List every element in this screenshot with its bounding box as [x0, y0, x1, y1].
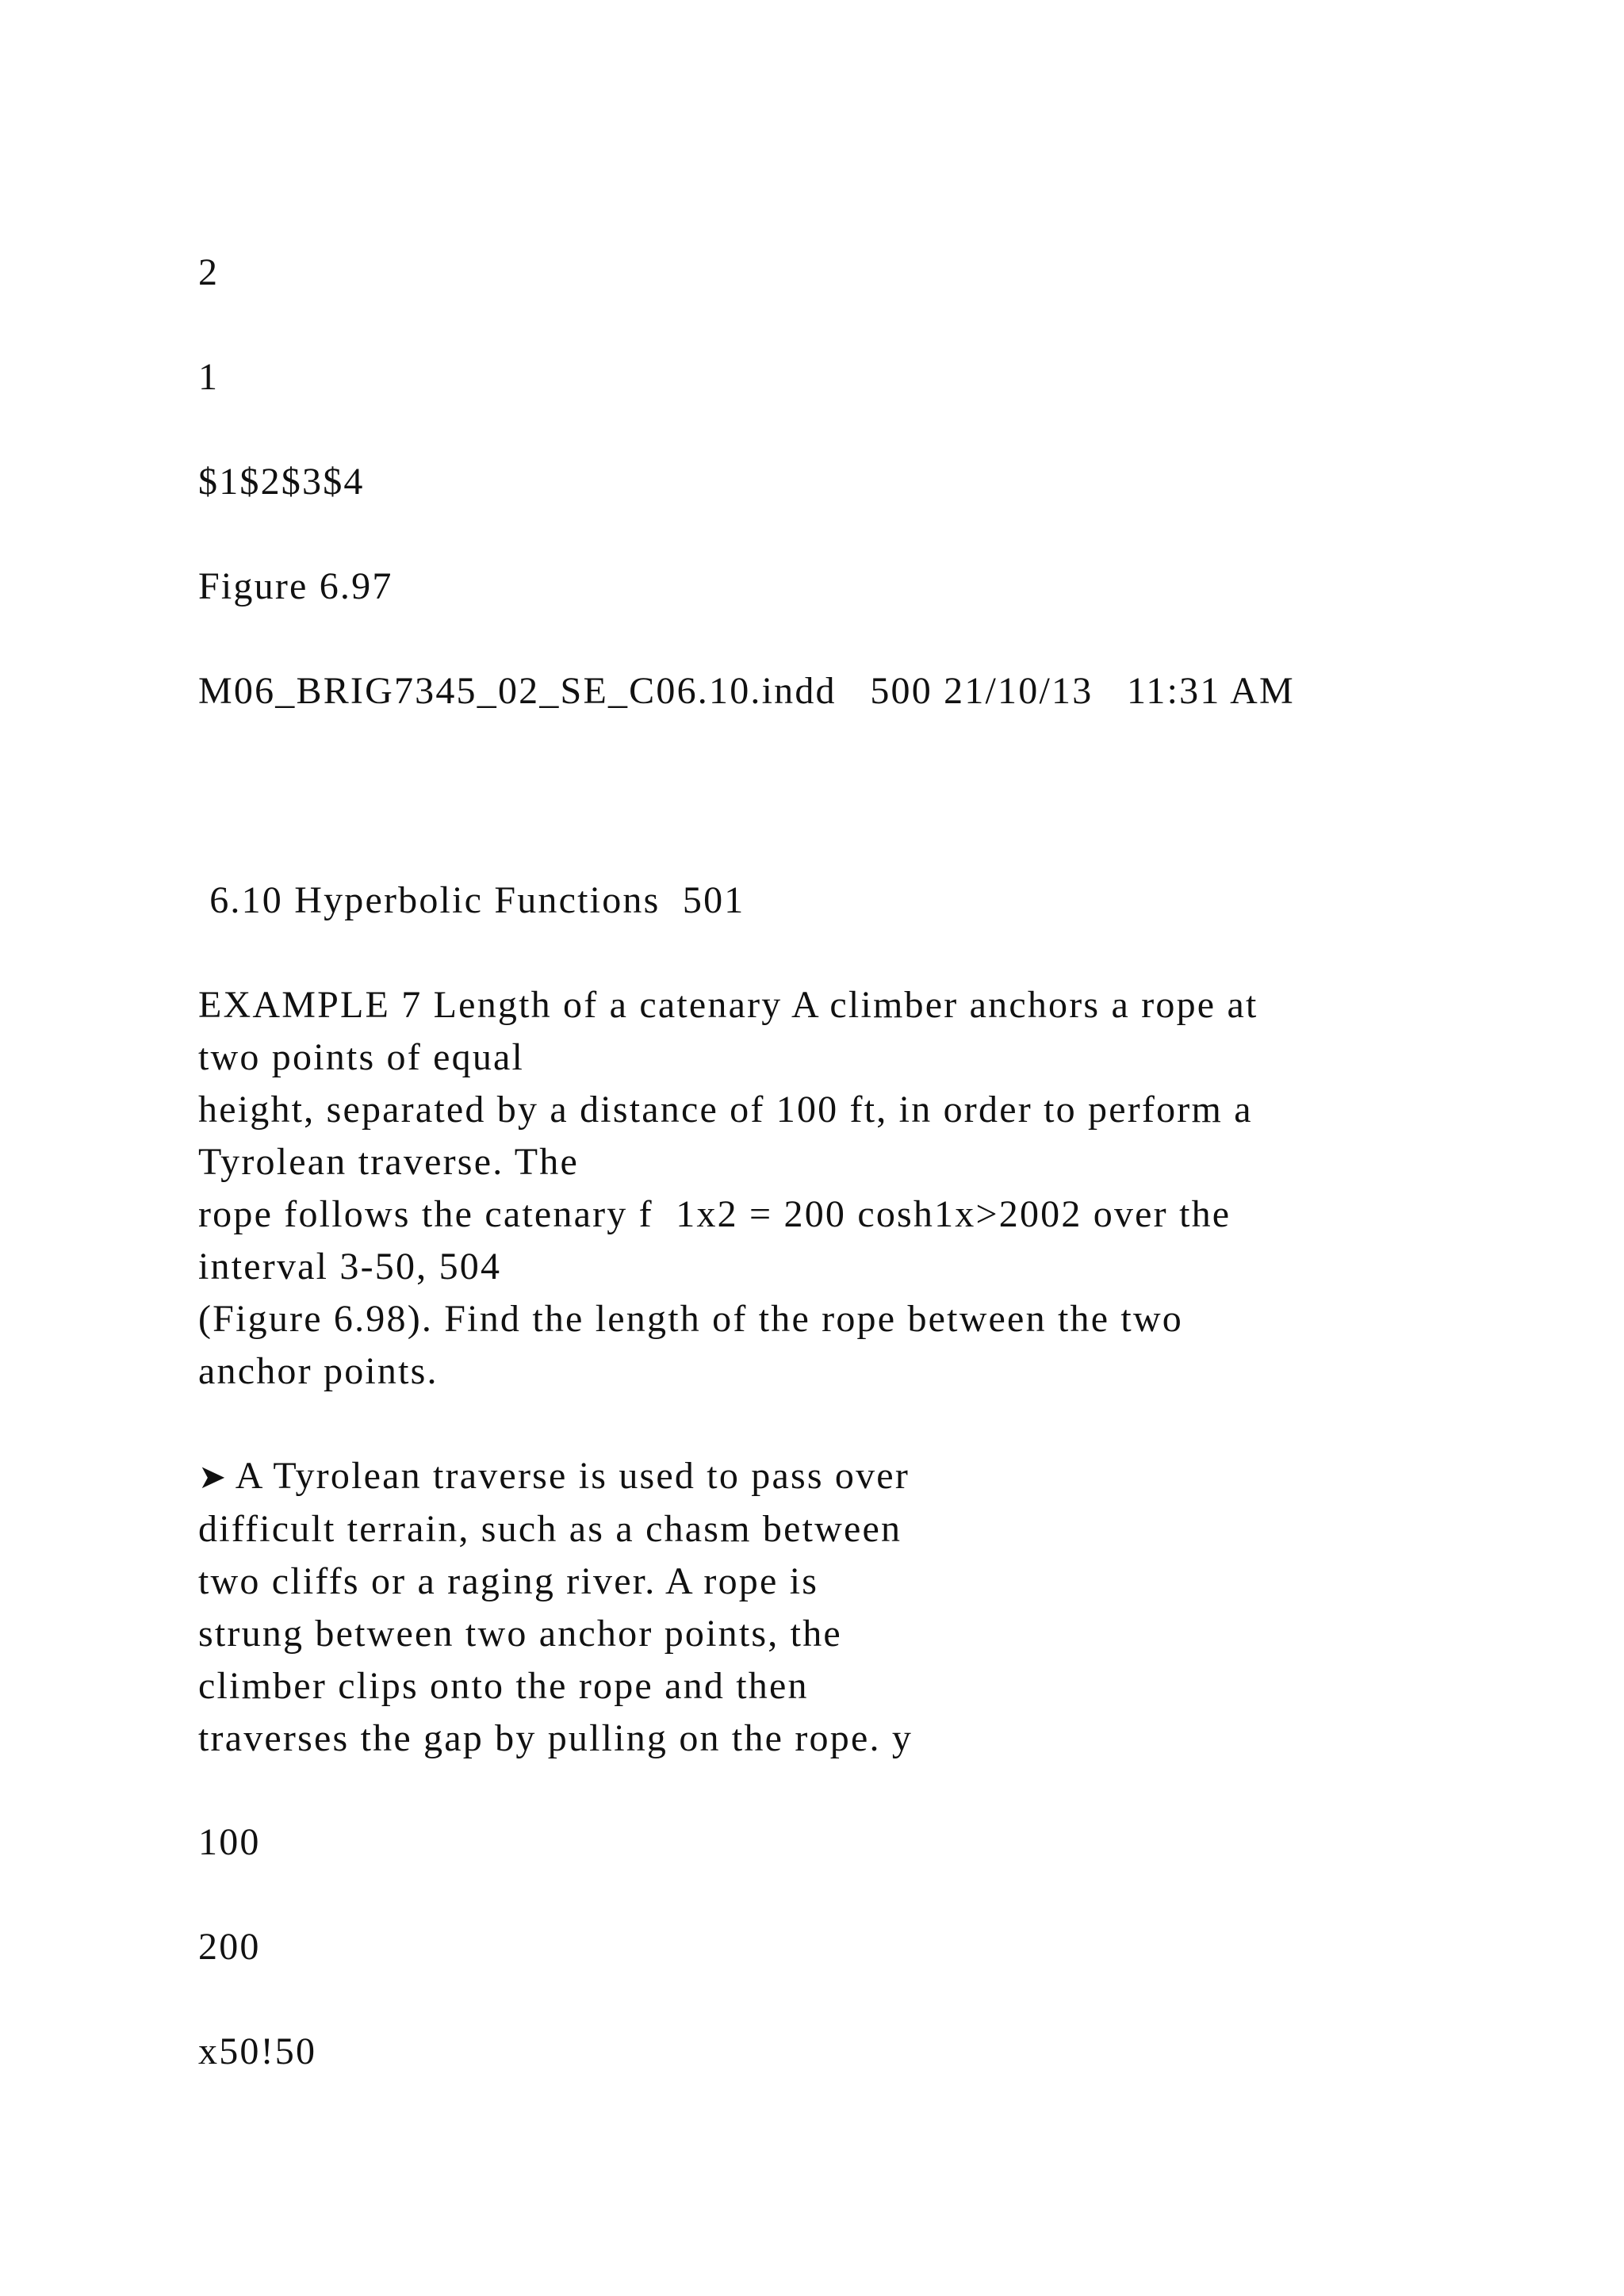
margin-note	[198, 1450, 913, 1765]
fragment-number-1: 1	[198, 356, 220, 398]
example-paragraph	[198, 979, 1258, 1398]
note-line: A Tyrolean traverse is used to pass over	[235, 1455, 910, 1497]
note-line: difficult terrain, such as a chasm between	[198, 1508, 902, 1550]
note-line-first	[198, 1450, 913, 1503]
fragment-number-200: 200	[198, 1926, 261, 1968]
example-line: rope follows the catenary f 1x2 = 200 cosh1x>2002 over the	[198, 1193, 1231, 1235]
fragment-dollar-sequence: $1$2$3$4	[198, 461, 365, 503]
note-line: strung between two anchor points, the	[198, 1613, 842, 1655]
arrow-icon: ➤	[198, 1457, 227, 1496]
file-slug: M06_BRIG7345_02_SE_C06.10.indd 500 21/10/13 11:31 AM	[198, 670, 1295, 712]
example-line: Tyrolean traverse. The	[198, 1141, 579, 1183]
note-line: traverses the gap by pulling on the rope. y	[198, 1717, 914, 1759]
note-line: climber clips onto the rope and then	[198, 1665, 809, 1707]
fragment-axis-text: x50!50	[198, 2030, 317, 2072]
fragment-number-2: 2	[198, 251, 220, 293]
note-line: two cliffs or a raging river. A rope is	[198, 1560, 819, 1602]
example-line: anchor points.	[198, 1350, 439, 1392]
example-line: height, separated by a distance of 100 ft, in order to perform a	[198, 1089, 1253, 1131]
fragment-number-100: 100	[198, 1821, 261, 1863]
page-header: 6.10 Hyperbolic Functions 501	[198, 879, 745, 921]
figure-label: Figure 6.97	[198, 565, 393, 607]
example-line: interval 3-50, 504	[198, 1246, 502, 1288]
example-line: EXAMPLE 7 Length of a catenary A climber anchors a rope at	[198, 984, 1258, 1026]
example-line: two points of equal	[198, 1036, 525, 1078]
example-line: (Figure 6.98). Find the length of the rope between the two	[198, 1298, 1184, 1340]
